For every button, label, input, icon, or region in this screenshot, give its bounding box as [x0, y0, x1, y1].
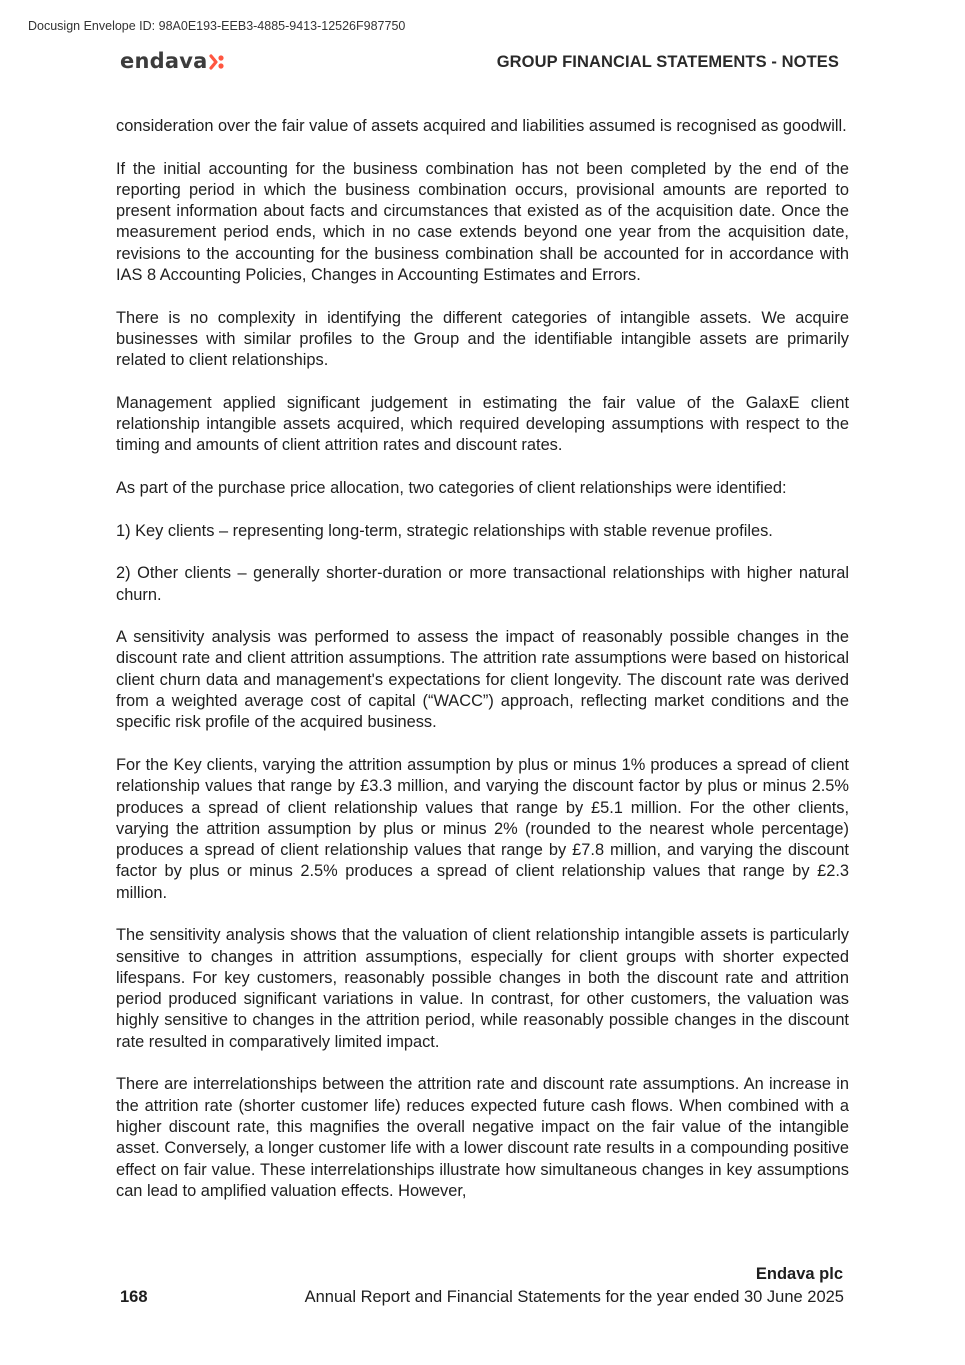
docusign-envelope-id: Docusign Envelope ID: 98A0E193-EEB3-4885-9413-12526F987750 [28, 19, 406, 33]
footer-report-title: Annual Report and Financial Statements for the year ended 30 June 2025 [304, 1288, 844, 1306]
logo-wordmark: endava [120, 49, 208, 73]
paragraph: The sensitivity analysis shows that the valuation of client relationship intangible assets is particularly sensitive to changes in attrition assumptions, especially for client groups with shorter expected lifespans. For key customers, reasonably possible changes in both the discount rate and attrition period produced significant variations in value. In contrast, for other customers, the valuation was highly sensitive to changes in the attrition period, while reasonably possible changes in the discount rate resulted in comparatively limited impact. [116, 926, 849, 1051]
paragraph: There is no complexity in identifying the different categories of intangible assets. We acquire businesses with similar profiles to the Group and the identifiable intangible assets are primarily related to client relationships. [116, 308, 849, 370]
endava-logo [120, 46, 225, 76]
page-number: 168 [120, 1288, 148, 1306]
footer-company: Endava plc [755, 1265, 843, 1283]
paragraph: For the Key clients, varying the attrition assumption by plus or minus 1% produces a spread of client relationship values that range by £3.3 million, and varying the discount factor by plus or minus 2.5% produces a spread of client relationship values that range by £5.1 million. For the other clients, varying the attrition assumption by plus or minus 2% (rounded to the nearest whole percentage) produces a spread of client relationship values that range by £7.8 million, and varying the discount factor by plus or minus 2.5% produces a spread of client relationship values that range by £2.3 million. [116, 755, 849, 902]
paragraph: consideration over the fair value of assets acquired and liabilities assumed is recognised as goodwill. [116, 117, 847, 135]
paragraph: As part of the purchase price allocation, two categories of client relationships were identified: [116, 479, 787, 498]
paragraph: Management applied significant judgement in estimating the fair value of the GalaxE client relationship intangible assets acquired, which required developing assumptions with respect to the timing and amounts of client attrition rates and discount rates. [116, 393, 849, 455]
paragraph: A sensitivity analysis was performed to assess the impact of reasonably possible changes in the discount rate and client attrition assumptions. The attrition rate assumptions were based on historical client churn data and management's expectations for client longevity. The discount rate was derived from a weighted average cost of capital (“WACC”) approach, reflecting market conditions and the specific risk profile of the acquired business. [116, 628, 849, 732]
body-text [116, 116, 849, 1202]
endava-mark-icon [209, 52, 225, 72]
paragraph: If the initial accounting for the business combination has not been completed by the end of the reporting period in which the business combination occurs, provisional amounts are reported to present information about facts and circumstances that existed as of the acquisition date. Once the measurement period ends, which in no case extends beyond one year from the acquisition date, revisions to the accounting for the business combination shall be accounted for in accordance with IAS 8 Accounting Policies, Changes in Accounting Estimates and Errors. [116, 159, 849, 285]
paragraph: 1) Key clients – representing long-term, strategic relationships with stable revenue profiles. [116, 521, 773, 540]
paragraph: There are interrelationships between the attrition rate and discount rate assumptions. An increase in the attrition rate (shorter customer life) reduces expected future cash flows. When combined with a higher discount rate, this magnifies the overall negative impact on the fair value of the intangible asset. Conversely, a longer customer life with a lower discount rate results in a compounding positive effect on fair value. These interrelationships illustrate how simultaneous changes in key assumptions can lead to amplified valuation effects. However, [116, 1075, 849, 1200]
paragraph: 2) Other clients – generally shorter-duration or more transactional relationships with higher natural churn. [116, 564, 849, 604]
section-title: GROUP FINANCIAL STATEMENTS - NOTES [496, 53, 839, 71]
